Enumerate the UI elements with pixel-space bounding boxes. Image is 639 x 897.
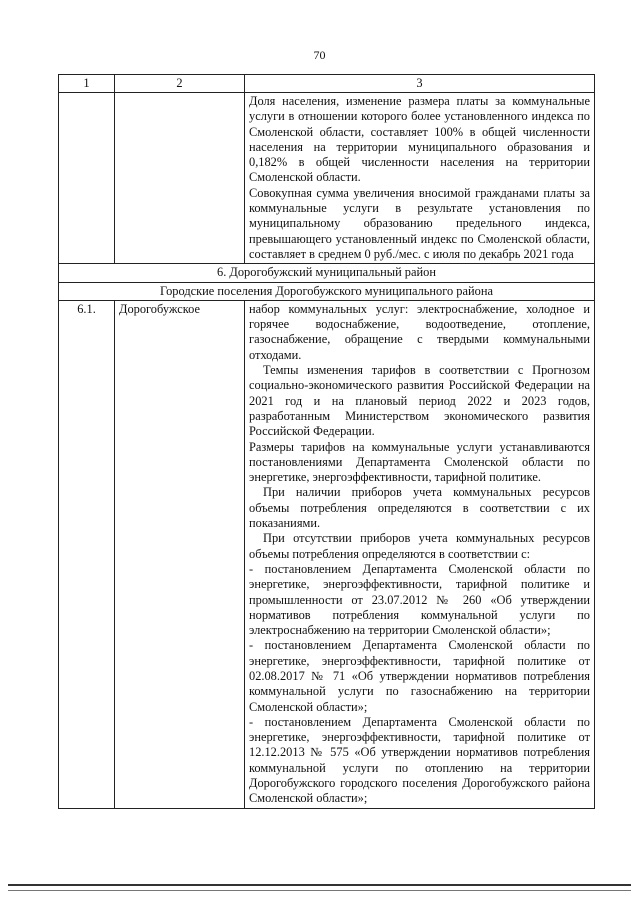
header-col-3: 3 [245,75,595,93]
paragraph: - постановлением Департамента Смоленской области по энергетике, энергоэффективности, тарифной политике от 02.08.2017 № 71 «Об утверждении нормативов потребления коммунальной услуги по газоснабжению на территории Смоленской области»; [249,638,590,714]
section-title: 6. Дорогобужский муниципальный район [59,264,595,282]
subsection-row [59,282,595,300]
row-number-cell: 6.1. [59,300,115,808]
page-bottom-rule [8,884,631,886]
row-name-cell: Дорогобужское [115,300,245,808]
paragraph: При наличии приборов учета коммунальных ресурсов объемы потребления определяются в соответствии с их показаниями. [249,485,590,531]
paragraph: Темпы изменения тарифов в соответствии с Прогнозом социально-экономического развития Российской Федерации на 2021 год и на плановый период 2022 и 2023 годов, разработанным Министерством экономического развития Российской Федерации. [249,363,590,439]
paragraph: Доля населения, изменение размера платы за коммунальные услуги в отношении которого более установленного индекса по Смоленской области, составляет 100% в общей численности населения на территории муниципального образования и 0,182% в общей численности населения на территории Смоленской области. [249,94,590,185]
paragraph: Совокупная сумма увеличения вносимой гражданами платы за коммунальные услуги в результате установления по муниципальному образованию предельного индекса, превышающего установленный индекс по Смоленской области, составляет в среднем 0 руб./мес. с июля по декабрь 2021 года [249,185,590,261]
paragraph: Размеры тарифов на коммунальные услуги устанавливаются постановлениями Департамента Смоленской области по энергетике, энергоэффективности, тарифной политике. [249,439,590,485]
table-row-continued [59,93,595,264]
data-table [58,74,595,809]
table-header-row [59,75,595,93]
paragraph: - постановлением Департамента Смоленской области по энергетике, энергоэффективности, тарифной политике и промышленности от 23.07.2012 № 260 «Об утверждении нормативов потребления коммунальной услуги по электроснабжению на территории Смоленской области»; [249,561,590,638]
page-bottom-rule [8,890,631,891]
row-number-cell [59,93,115,264]
page-number: 70 [313,48,326,62]
row-name-cell [115,93,245,264]
header-col-2: 2 [115,75,245,93]
table-row [59,300,595,808]
row-description-cell [245,93,595,264]
paragraph: - постановлением Департамента Смоленской области по энергетике, энергоэффективности, тарифной политике от 12.12.2013 № 575 «Об утверждении нормативов потребления коммунальной услуги по отоплению на территории Дорогобужского городского поселения Дорогобужского района Смоленской области»; [249,714,590,806]
paragraph: При отсутствии приборов учета коммунальных ресурсов объемы потребления определяются в соответствии с: [249,531,590,561]
subsection-title: Городские поселения Дорогобужского муниципального района [59,282,595,300]
header-col-1: 1 [59,75,115,93]
section-row [59,264,595,282]
paragraph: набор коммунальных услуг: электроснабжение, холодное и горячее водоснабжение, водоотведение, отопление, газоснабжение, обращение с твердыми коммунальными отходами. [249,301,590,362]
row-description-cell [245,300,595,808]
